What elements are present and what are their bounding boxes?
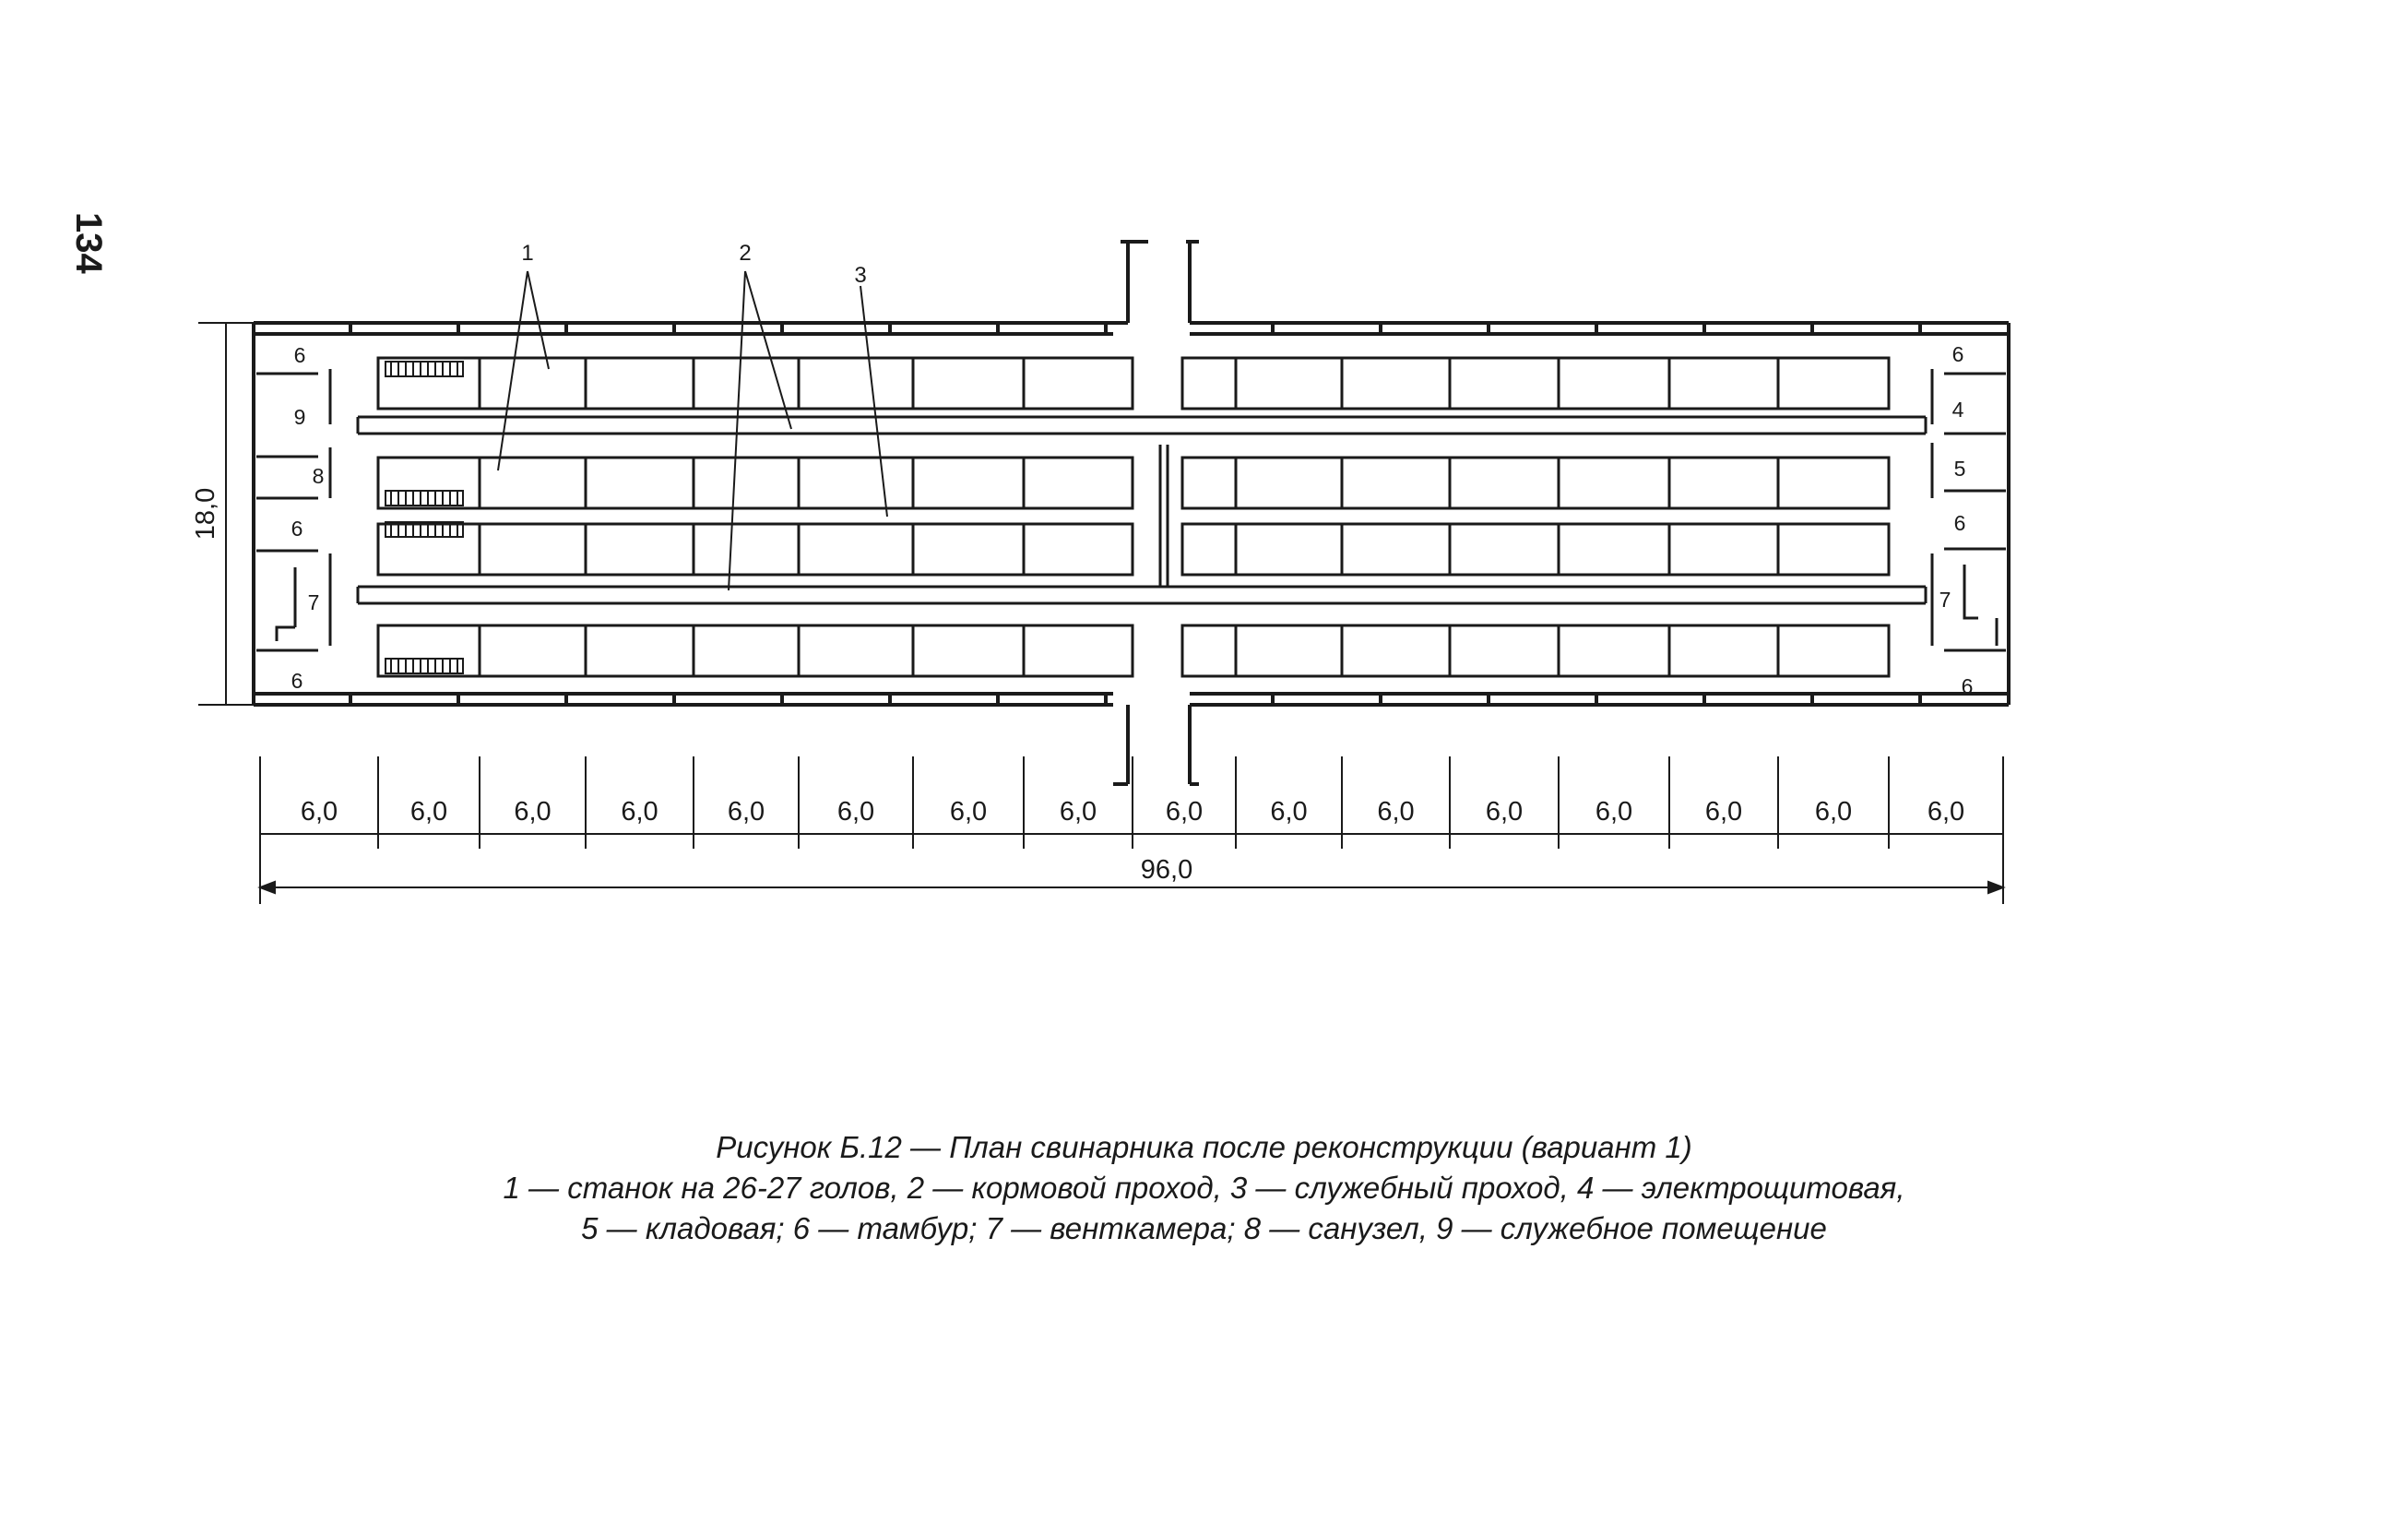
bay-dimension-label: 6,0 — [621, 797, 658, 827]
bay-dimension-label: 6,0 — [1270, 797, 1308, 827]
bay-dimension-label: 6,0 — [300, 797, 338, 827]
top-entrance-right — [1186, 242, 1199, 323]
leader-2 — [729, 271, 791, 590]
bay-dimension-label: 6,0 — [1704, 797, 1743, 827]
feeder — [386, 659, 463, 673]
room-label-left: 7 — [307, 590, 320, 614]
bay-dimension-label: 6,0 — [514, 797, 552, 827]
pen-rows — [378, 358, 1889, 676]
room-label-left: 6 — [291, 517, 303, 541]
height-dimension-label: 18,0 — [191, 487, 220, 541]
bay-dimension-label: 6,0 — [1059, 797, 1097, 827]
room-label-right: 6 — [1953, 511, 1966, 535]
feeder — [386, 491, 463, 506]
bay-dimension-label: 6,0 — [836, 797, 875, 827]
pen-row-left — [378, 625, 1133, 676]
room-label-right: 5 — [1953, 457, 1966, 481]
leader-number-3: 3 — [854, 263, 867, 288]
room-label-left: 6 — [291, 669, 303, 693]
pen-row-right — [1182, 524, 1889, 575]
leader-number-1: 1 — [521, 241, 534, 266]
figure-caption — [0, 1127, 2408, 1249]
room-label-right: 6 — [1951, 342, 1964, 366]
room-label-left: 9 — [293, 405, 306, 429]
leader-1 — [498, 271, 549, 470]
ventilation-left — [277, 567, 295, 641]
pen-row-right — [1182, 458, 1889, 508]
top-entrance-left — [1113, 242, 1148, 323]
bay-dimension-label: 6,0 — [409, 797, 448, 827]
bay-dimension-label: 6,0 — [1377, 797, 1415, 827]
leader-3 — [860, 286, 887, 517]
pen-row-left — [378, 458, 1133, 508]
pen-row-right — [1182, 358, 1889, 409]
bay-dimension-label: 6,0 — [1927, 797, 1965, 827]
bay-dimension-label: 6,0 — [727, 797, 765, 827]
bay-dimension-label: 6,0 — [949, 797, 988, 827]
caption-legend-line-2: 5 — кладовая; 6 — тамбур; 7 — венткамера; 8 — санузел, 9 — служебное помещение — [581, 1211, 1827, 1245]
bay-dimension-label: 6,0 — [1814, 797, 1853, 827]
bottom-entrance-right — [1190, 705, 1199, 784]
pen-row-left — [378, 524, 1133, 575]
bottom-entrance-left — [1113, 705, 1128, 784]
leader-number-2: 2 — [739, 241, 752, 266]
bay-dimension-label: 6,0 — [1595, 797, 1633, 827]
bay-dimension-label: 6,0 — [1165, 797, 1204, 827]
plan-labels — [191, 241, 1973, 885]
pen-row-right — [1182, 625, 1889, 676]
caption-legend-line-1: 1 — станок на 26-27 голов, 2 — кормовой проход, 3 — служебный проход, 4 — электрощитовая, — [503, 1171, 1905, 1205]
room-label-right: 7 — [1939, 588, 1951, 612]
room-label-right: 6 — [1961, 674, 1974, 698]
feeder — [386, 362, 463, 376]
caption-title: Рисунок Б.12 — План свинарника после реконструкции (вариант 1) — [716, 1130, 1692, 1164]
total-dimension-label: 96,0 — [1140, 855, 1193, 885]
page-number: 134 — [68, 212, 109, 274]
ventilation-right — [1964, 565, 1997, 646]
room-label-right: 4 — [1951, 398, 1964, 422]
bay-dimension-label: 6,0 — [1485, 797, 1524, 827]
pen-row-left — [378, 358, 1133, 409]
building-walls — [254, 242, 2009, 784]
room-label-left: 8 — [312, 464, 325, 488]
room-label-left: 6 — [293, 343, 306, 367]
